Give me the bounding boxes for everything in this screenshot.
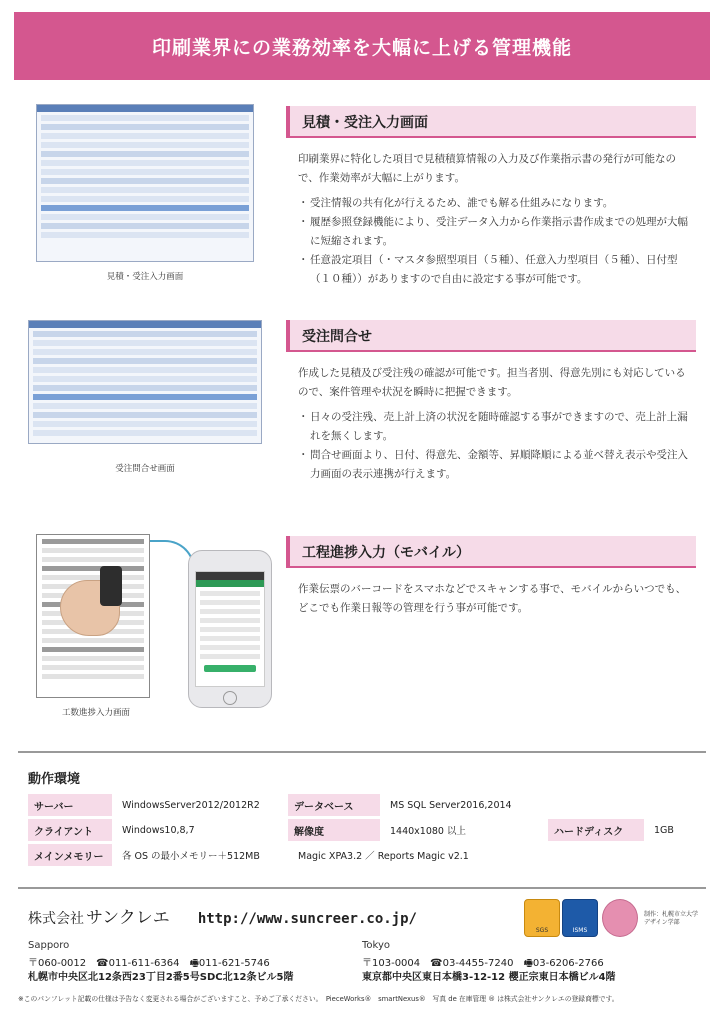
section-heading-estimate: 見積・受注入力画面 <box>286 106 696 138</box>
section-body-inquiry <box>298 364 690 484</box>
company-url-link[interactable]: http://www.suncreer.co.jp/ <box>197 911 417 927</box>
list-item: ・ 履歴参照登録機能により、受注データ入力から作業指示書作成までの処理が大幅に短縮されます。 <box>298 216 688 247</box>
list-item: ・ 日々の受注残、売上計上済の状況を随時確認する事ができますので、売上計上漏れを無くします。 <box>298 411 688 442</box>
design-credit-2: デザイン学部 <box>644 919 680 926</box>
divider <box>18 751 706 753</box>
divider <box>18 887 706 889</box>
env-value: WindowsServer2012/2012R2 <box>122 799 260 811</box>
order-inquiry-screenshot <box>28 320 262 444</box>
balance-award-logo <box>602 899 638 937</box>
scanning-phone-icon <box>100 566 122 606</box>
estimate-order-screenshot <box>36 104 254 262</box>
env-value: 各 OS の最小メモリー＋512MB <box>122 851 260 862</box>
design-credit-1: 制作：札幌市立大学 <box>644 911 699 918</box>
office-address-sapporo: 札幌市中央区北12条西23丁目2番5号SDC北12条ビル5階 <box>28 972 294 983</box>
section-heading-progress: 工程進捗入力（モバイル） <box>286 536 696 568</box>
env-row-server <box>28 793 696 817</box>
office-contact-sapporo: 〒060-0012 ☎011-611-6364 🖷011-621-5746 <box>28 958 270 969</box>
page-title: 印刷業界にの業務効率を大幅に上げる管理機能 <box>151 36 572 59</box>
env-value: Magic XPA3.2 ／ Reports Magic v2.1 <box>298 851 469 862</box>
office-contact-tokyo: 〒103-0004 ☎03-4455-7240 🖷03-6206-2766 <box>362 958 604 969</box>
env-label: クライアント <box>28 819 112 841</box>
env-label: 解像度 <box>288 819 380 841</box>
section-body-progress <box>298 580 690 624</box>
env-label: メインメモリー <box>28 844 112 866</box>
home-button-icon <box>223 691 237 705</box>
company-prefix: 株式会社 <box>28 911 84 927</box>
env-row-client <box>28 818 696 842</box>
list-item: ・ 問合せ画面より、日付、得意先、金額等、昇順降順による並べ替え表示や受注入力画面の表示連携が行えます。 <box>298 449 688 480</box>
section-intro: 印刷業界に特化した項目で見積積算情報の入力及び作業指示書の発行が可能なので、作業効率が大幅に上がります。 <box>298 153 676 184</box>
order-inquiry-caption: 受注問合せ画面 <box>115 464 175 474</box>
env-label: データベース <box>288 794 380 816</box>
section-intro: 作業伝票のバーコードをスマホなどでスキャンする事で、モバイルからいつでも、どこでも作業日報等の管理を行う事が可能です。 <box>298 583 687 614</box>
env-value: MS SQL Server2016,2014 <box>390 799 512 811</box>
company-name: サンクレエ <box>86 908 170 928</box>
list-item: ・ 任意設定項目（・マスタ参照型項目（５種）、任意入力型項目（５種）、日付型（１０種））がありますので自由に設定する事が可能です。 <box>298 254 678 285</box>
estimate-order-caption: 見積・受注入力画面 <box>106 272 184 282</box>
legal-footnote: ※このパンフレット記載の仕様は予告なく変更される場合がございますこと、予めご了承ください。 PieceWorks® smartNexus® 写真 de 在庫管理 ® は株式会社サンクレエの登録商標です。 <box>18 995 619 1003</box>
env-row-memory <box>28 843 696 867</box>
section-intro: 作成した見積及び受注残の確認が可能です。担当者別、得意先別にも対応しているので、案件管理や状況を瞬時に把握できます。 <box>298 367 686 398</box>
header-banner <box>14 12 710 80</box>
environment-title: 動作環境 <box>28 772 81 787</box>
section-heading-inquiry: 受注問合せ <box>286 320 696 352</box>
progress-input-caption: 工数進捗入力画面 <box>61 708 130 718</box>
sgs-label: SGS <box>535 927 549 934</box>
company-block <box>28 903 417 928</box>
env-value: Windows10,8,7 <box>122 824 195 836</box>
env-label: ハードディスク <box>548 819 644 841</box>
env-value: 1440x1080 以上 <box>390 826 466 837</box>
env-value: 1GB <box>654 824 674 836</box>
list-item: ・ 受注情報の共有化が行えるため、誰でも解る仕組みになります。 <box>298 197 614 209</box>
office-city-sapporo: Sapporo <box>28 940 70 951</box>
office-address-tokyo: 東京都中央区東日本橋3-12-12 櫻正宗東日本橋ビル4階 <box>362 972 616 983</box>
office-city-tokyo: Tokyo <box>362 940 390 951</box>
section-body-estimate <box>298 150 690 289</box>
isms-label: ISMS <box>572 927 588 934</box>
smartphone-mockup <box>188 550 272 708</box>
env-label: サーバー <box>28 794 112 816</box>
